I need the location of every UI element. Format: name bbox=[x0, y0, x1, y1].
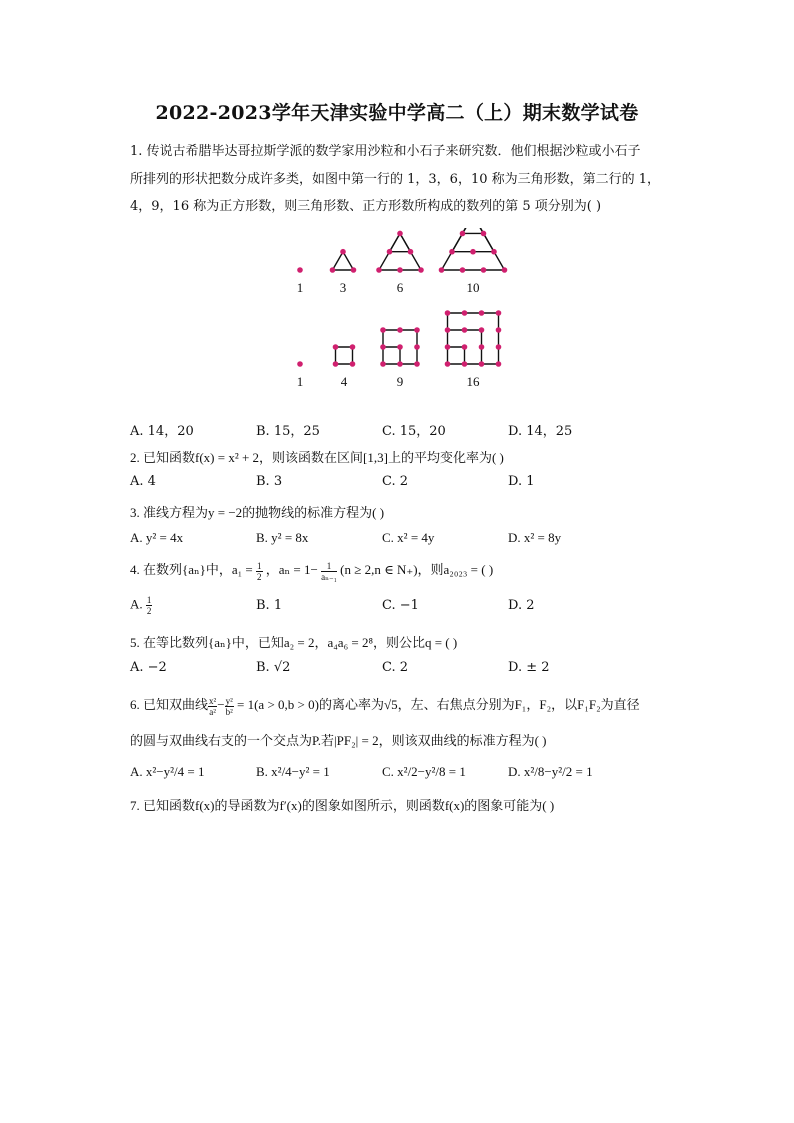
q2-option-a[interactable]: A. 4 bbox=[130, 474, 156, 489]
tri-dot bbox=[460, 231, 466, 237]
sq-dot bbox=[397, 361, 403, 367]
q4-a1-fraction: $\frac{1}{2}$ bbox=[257, 560, 262, 582]
sq-dot bbox=[479, 327, 485, 333]
tri-dot bbox=[330, 267, 336, 273]
tri-edge bbox=[473, 228, 505, 270]
q6-option-a[interactable]: A. x²−y²/4 = 1 bbox=[130, 764, 205, 779]
sq-dot bbox=[496, 361, 502, 367]
sq-dot bbox=[445, 327, 451, 333]
q1-stem-line3: 4，9，16 称为正方形数，则三角形数、正方形数所构成的数列的第 5 项分别为( ) bbox=[130, 199, 602, 214]
q6-option-c[interactable]: C. x²/2−y²/8 = 1 bbox=[382, 764, 466, 779]
sq-dot bbox=[397, 327, 403, 333]
q5-option-b[interactable]: B. √2 bbox=[256, 660, 291, 675]
q7-stem: 7. 已知函数f(x)的导函数为f′(x)的图象如图所示，则函数f(x)的图象可能为( ) bbox=[130, 798, 555, 813]
q2-option-c[interactable]: C. 2 bbox=[382, 474, 409, 489]
sq-dot bbox=[479, 310, 485, 316]
tri-dot bbox=[397, 267, 403, 273]
sq-dot bbox=[414, 327, 420, 333]
sq-dot bbox=[462, 344, 468, 350]
q2-option-d[interactable]: D. 1 bbox=[508, 474, 535, 489]
sq-dot bbox=[380, 327, 386, 333]
sq-dot bbox=[380, 361, 386, 367]
sq-dot bbox=[333, 361, 339, 367]
q4-option-a[interactable]: A. $\frac{1}{2}$ bbox=[130, 595, 152, 616]
q6-y-fraction: $\frac{\text{y²}}{\text{b²}}$ bbox=[225, 695, 233, 717]
tri-dot bbox=[387, 249, 393, 255]
sq-label-16: 16 bbox=[466, 374, 480, 389]
tri-dot bbox=[470, 249, 476, 255]
q5-option-a[interactable]: A. −2 bbox=[130, 660, 167, 675]
tri-dot bbox=[439, 267, 445, 273]
q4-stem-mid: ，aₙ = 1− bbox=[265, 562, 318, 577]
sq-dot bbox=[445, 361, 451, 367]
sq-dot bbox=[445, 310, 451, 316]
q2-option-b[interactable]: B. 3 bbox=[256, 474, 283, 489]
sq-dot bbox=[496, 344, 502, 350]
q4-option-b[interactable]: B. 1 bbox=[256, 598, 283, 613]
sq-dot bbox=[479, 361, 485, 367]
q3-option-c[interactable]: C. x² = 4y bbox=[382, 530, 435, 545]
q6-option-b[interactable]: B. x²/4−y² = 1 bbox=[256, 764, 330, 779]
sq-dot bbox=[414, 361, 420, 367]
sq-dot bbox=[350, 344, 356, 350]
q4-an-fraction: $\frac{1}{\text{aₙ₋₁}}$ bbox=[321, 560, 337, 582]
sq-dot bbox=[462, 327, 468, 333]
sq-dot bbox=[445, 344, 451, 350]
sq-dot bbox=[380, 344, 386, 350]
q4-stem-pre: 4. 在数列{aₙ}中，a₁ = bbox=[130, 562, 253, 577]
tri-dot bbox=[418, 267, 424, 273]
q1-option-b[interactable]: B. 15，25 bbox=[256, 424, 320, 439]
sq-label-4: 4 bbox=[340, 374, 348, 389]
tri-edge bbox=[333, 252, 344, 270]
q2-stem: 2. 已知函数f(x) = x² + 2，则该函数在区间[1,3]上的平均变化率为( ) bbox=[130, 450, 504, 465]
tri-label-10: 10 bbox=[466, 280, 480, 295]
sq-label-1: 1 bbox=[296, 374, 304, 389]
q1-option-c[interactable]: C. 15，20 bbox=[382, 424, 446, 439]
tri-dot bbox=[502, 267, 508, 273]
q5-option-c[interactable]: C. 2 bbox=[382, 660, 409, 675]
figurate-numbers-figure bbox=[270, 228, 530, 398]
q1-stem-line1: 1. 传说古希腊毕达哥拉斯学派的数学家用沙粒和小石子来研究数．他们根据沙粒或小石子 bbox=[130, 144, 641, 159]
sq-dot bbox=[414, 344, 420, 350]
q3-stem: 3. 准线方程为y = −2的抛物线的标准方程为( ) bbox=[130, 505, 385, 520]
tri-dot bbox=[481, 231, 487, 237]
tri-dot bbox=[408, 249, 414, 255]
tri-dot bbox=[376, 267, 382, 273]
q4-stem bbox=[130, 559, 493, 582]
q3-option-b[interactable]: B. y² = 8x bbox=[256, 530, 309, 545]
tri-dot bbox=[449, 249, 455, 255]
tri-dot bbox=[481, 267, 487, 273]
tri-label-6: 6 bbox=[396, 280, 404, 295]
tri-edge bbox=[343, 252, 354, 270]
q3-option-d[interactable]: D. x² = 8y bbox=[508, 530, 562, 545]
sq-dot bbox=[496, 310, 502, 316]
q4-option-d[interactable]: D. 2 bbox=[508, 598, 535, 613]
sq-dot bbox=[297, 361, 303, 367]
tri-label-3: 3 bbox=[339, 280, 347, 295]
q6-stem-line2: 的圆与双曲线右支的一个交点为P.若|PF₂| = 2，则该双曲线的标准方程为( ) bbox=[130, 733, 547, 748]
sq-dot bbox=[496, 327, 502, 333]
sq-dot bbox=[462, 361, 468, 367]
tri-dot bbox=[351, 267, 357, 273]
q5-option-d[interactable]: D. ± 2 bbox=[508, 660, 550, 675]
tri-edge bbox=[442, 228, 474, 270]
sq-dot bbox=[479, 344, 485, 350]
q1-option-d[interactable]: D. 14，25 bbox=[508, 424, 573, 439]
q5-stem: 5. 在等比数列{aₙ}中，已知a₂ = 2，a₄a₆ = 2⁸，则公比q = ( ) bbox=[130, 635, 458, 650]
sq-label-9: 9 bbox=[396, 374, 404, 389]
page-title: 2022-2023学年天津实验中学高二（上）期末数学试卷 bbox=[155, 102, 639, 124]
sq-dot bbox=[397, 344, 403, 350]
q4-stem-post: (n ≥ 2,n ∈ N₊)，则a₂₀₂₃ = ( ) bbox=[340, 562, 494, 577]
q6-x-fraction: $\frac{\text{x²}}{\text{a²}}$ bbox=[209, 695, 217, 717]
triangle-numbers-row bbox=[297, 228, 507, 273]
sq-dot bbox=[462, 310, 468, 316]
figurate-numbers-svg bbox=[270, 228, 530, 398]
q6-stem-line1: 6. 已知双曲线 $\frac{\text{x²}}{\text{a²}}$ − $\frac{\text{y²}}{\text{b²}}$ = 1(a > 0,b > 0)的离心率为√5，左、右焦点分别为F₁，F₂，以F₁F₂为直径 bbox=[130, 695, 640, 717]
q1-stem-line2: 所排列的形状把数分成许多类，如图中第一行的 1，3，6，10 称为三角形数，第二行的 1， bbox=[130, 172, 661, 187]
sq-dot bbox=[350, 361, 356, 367]
tri-dot bbox=[460, 267, 466, 273]
tri-dot bbox=[297, 267, 303, 273]
sq-dot bbox=[333, 344, 339, 350]
q6-option-d[interactable]: D. x²/8−y²/2 = 1 bbox=[508, 764, 593, 779]
tri-dot bbox=[340, 249, 346, 255]
tri-dot bbox=[491, 249, 497, 255]
q4-option-c[interactable]: C. −1 bbox=[382, 598, 419, 613]
q1-option-a[interactable]: A. 14，20 bbox=[130, 424, 194, 439]
square-numbers-row bbox=[297, 310, 501, 367]
tri-dot bbox=[397, 231, 403, 237]
q3-option-a[interactable]: A. y² = 4x bbox=[130, 530, 184, 545]
tri-label-1: 1 bbox=[296, 280, 304, 295]
